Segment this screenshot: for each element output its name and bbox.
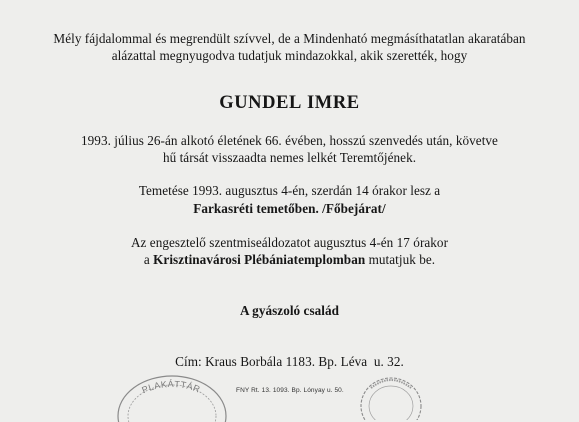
mass-line-2 — [0, 252, 579, 268]
mass-line-1: Az engesztelő szentmiseáldozatot augusztus 4-én 17 órakor — [130, 235, 449, 250]
family-signature: A gyászoló család — [239, 303, 340, 318]
intro-line-2: alázattal megnyugodva tudatjuk mindazokkal, akik szerették, hogy — [111, 48, 468, 63]
archive-stamp-left — [112, 370, 232, 422]
archive-stamp-right — [355, 366, 425, 420]
deceased-first-name: GUNDEL — [219, 93, 302, 113]
mass-church: Krisztinavárosi Plébániatemplomban — [153, 252, 366, 267]
svg-text:PLAKÁTTÁR — [140, 379, 202, 395]
mass-prefix: a — [143, 252, 150, 267]
printer-note: FNY Rt. 13. 1093. Bp. Lónyay u. 50. — [236, 387, 344, 394]
death-line-2: hű társát visszaadta nemes lelkét Teremtőjének. — [162, 150, 417, 165]
mass-suffix: mutatjuk be. — [368, 252, 436, 267]
death-line-1: 1993. július 26-án alkotó életének 66. évében, hosszú szenvedés után, követve — [81, 133, 498, 148]
funeral-line: Temetése 1993. augusztus 4-én, szerdán 14 órakor lesz a — [138, 183, 441, 198]
deceased-second-name: IMRE — [306, 93, 360, 113]
funeral-place: Farkasréti temetőben. /Főbejárat/ — [193, 201, 386, 216]
deceased-name — [0, 92, 579, 114]
address-line: Cím: Kraus Borbála 1183. Bp. Léva u. 32. — [175, 354, 404, 369]
intro-line-1: Mély fájdalommal és megrendült szívvel, de a Mindenható megmásíthatatlan akaratában — [53, 31, 526, 46]
stamp-left-text: PLAKÁTTÁR — [140, 378, 202, 396]
